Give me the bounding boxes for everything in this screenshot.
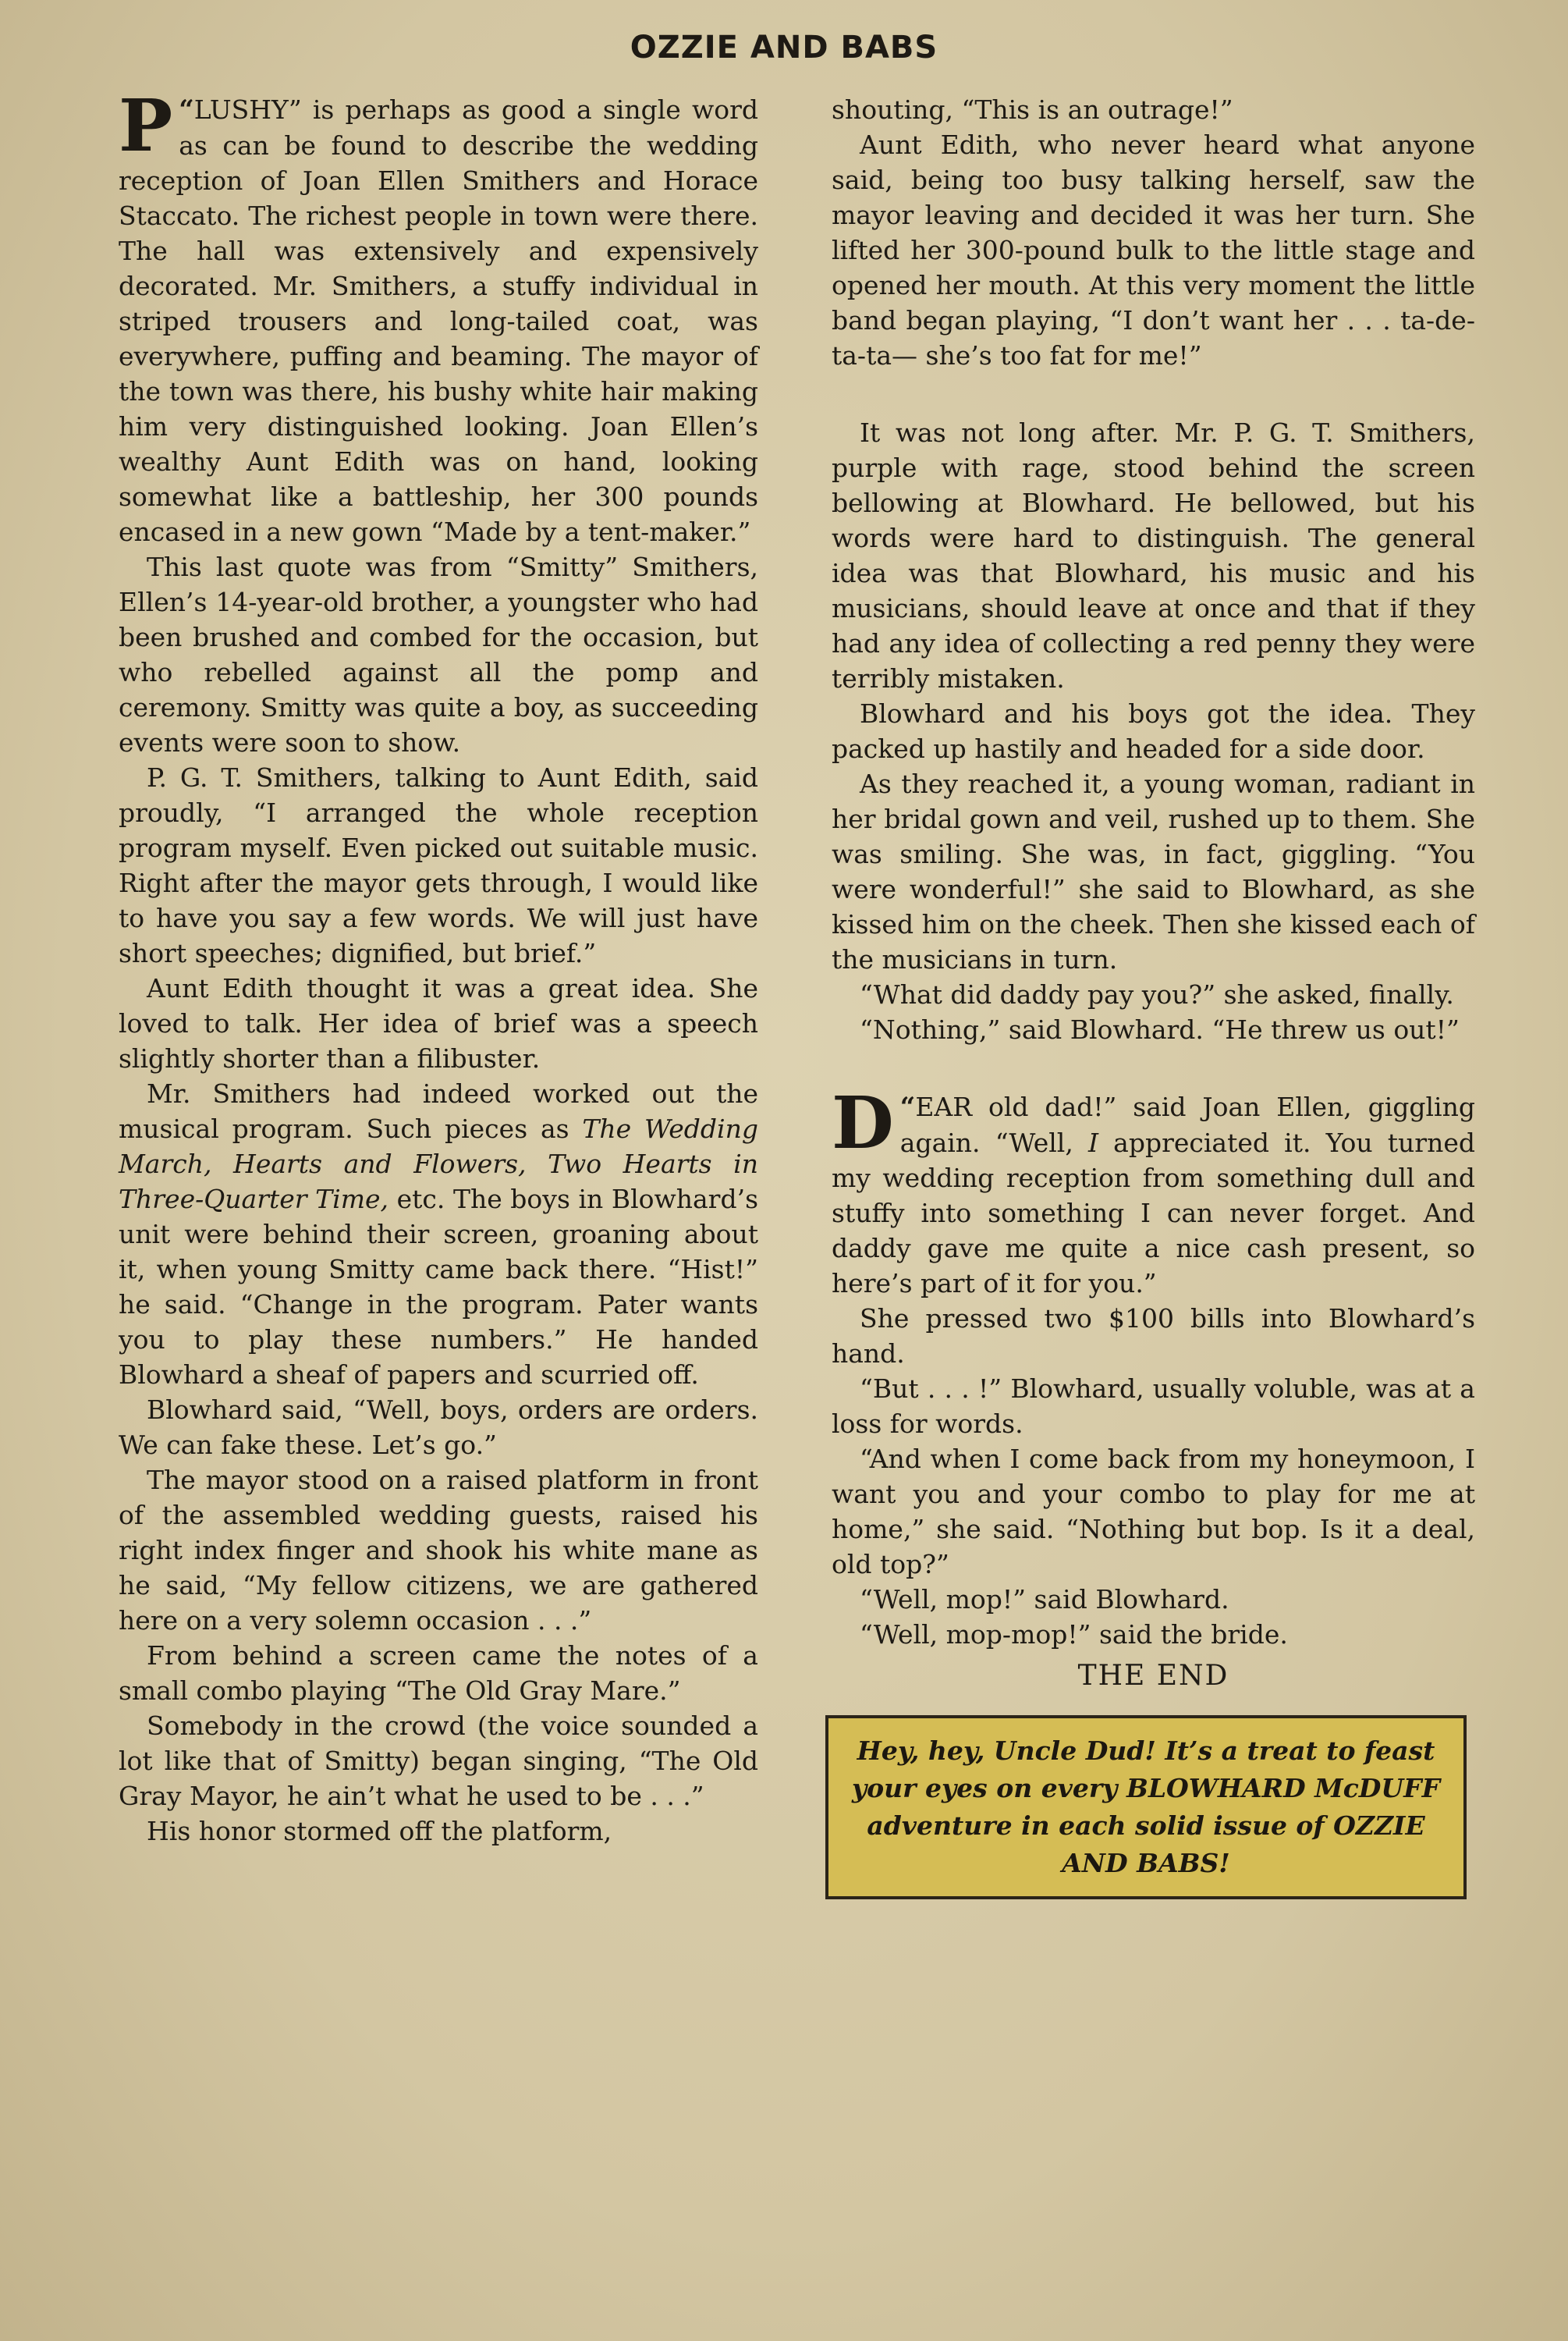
story-paragraph bbox=[119, 83, 758, 549]
story-paragraph bbox=[119, 1076, 758, 1392]
story-paragraph: It was not long after. Mr. P. G. T. Smithers, purple with rage, stood behind the screen bellowing at Blowhard. He bellowed, but his words were hard to distinguish. The general idea was that Blowhard, his music and his musicians, should leave at once and that if they had any idea of collecting a red penny they were terribly mistaken. bbox=[832, 417, 1475, 694]
story-paragraph: Blowhard and his boys got the idea. They packed up hastily and headed for a side door. bbox=[832, 698, 1475, 764]
right-column bbox=[832, 92, 1475, 1899]
paragraph-text: EAR old dad!” said Joan Ellen, giggling again. “Well, bbox=[899, 1092, 1475, 1158]
song-titles: The Wedding March, Hearts and Flowers, Two Hearts in Three-Quarter Time, bbox=[119, 1114, 758, 1214]
the-end-label: THE END bbox=[1077, 1660, 1229, 1692]
promo-text: Hey, hey, Uncle Dud! It’s a treat to feast your eyes on every BLOWHARD McDUFF adventure in each solid issue of OZZIE AND BABS! bbox=[851, 1735, 1441, 1878]
section-break bbox=[832, 1047, 1475, 1089]
story-paragraph: shouting, “This is an outrage!” bbox=[832, 94, 1233, 125]
drop-cap: D bbox=[832, 1081, 894, 1165]
story-paragraph: Blowhard said, “Well, boys, orders are orders. We can fake these. Let’s go.” bbox=[119, 1394, 758, 1460]
paragraph-text: LUSHY” is perhaps as good a single word as can be found to describe the wedding reception of Joan Ellen Smithers and Horace Staccato. The richest people in town were there. The hall was extensively and expensively decorated. Mr. Smithers, a stuffy individual in striped trousers and long-tailed coat, was everywhere, puffing and beaming. The mayor of the town was there, his bushy white hair making him very distinguished looking. Joan Ellen’s wealthy Aunt Edith was on hand, looking somewhat like a battleship, her 300 pounds encased in a new gown “Made by a tent-maker.” bbox=[119, 94, 758, 547]
story-paragraph: “What did daddy pay you?” she asked, finally. bbox=[860, 979, 1454, 1010]
story-paragraph: From behind a screen came the notes of a small combo playing “The Old Gray Mare.” bbox=[119, 1640, 758, 1706]
story-paragraph: “Well, mop!” said Blowhard. bbox=[860, 1584, 1229, 1615]
story-paragraph: As they reached it, a young woman, radiant in her bridal gown and veil, rushed up to them. She was smiling. She was, in fact, giggling. “You were wonderful!” she said to Blowhard, as she kissed him on the cheek. Then she kissed each of the musicians in turn. bbox=[832, 769, 1475, 975]
section-break bbox=[832, 373, 1475, 415]
story-paragraph: Aunt Edith, who never heard what anyone said, being too busy talking herself, saw the mayor leaving and decided it was her turn. She lifted her 300-pound bulk to the little stage and opened her mouth. At this very moment the little band began playing, “I don’t want her . . . ta-de-ta-ta— she’s too fat for me!” bbox=[832, 130, 1475, 371]
drop-cap: P bbox=[119, 83, 173, 168]
story-paragraph: “And when I come back from my honeymoon, I want you and your combo to play for me at home,” she said. “Nothing but bop. Is it a deal, old top?” bbox=[832, 1444, 1475, 1579]
story-paragraph: This last quote was from “Smitty” Smithers, Ellen’s 14-year-old brother, a youngster who had been brushed and combed for the occasion, but who rebelled against all the pomp and ceremony. Smitty was quite a boy, as succeeding events were soon to show. bbox=[119, 552, 758, 758]
story-paragraph: “But . . . !” Blowhard, usually voluble, was at a loss for words. bbox=[832, 1373, 1475, 1439]
story-paragraph: She pressed two $100 bills into Blowhard’s hand. bbox=[832, 1303, 1475, 1369]
story-paragraph bbox=[832, 1081, 1475, 1301]
story-paragraph: P. G. T. Smithers, talking to Aunt Edith, said proudly, “I arranged the whole reception program myself. Even picked out suitable music. Right after the mayor gets through, I would like to have you say a few words. We will just have short speeches; dignified, but brief.” bbox=[119, 762, 758, 968]
paragraph-text: Mr. Smithers had indeed worked out the musical program. Such pieces as bbox=[119, 1078, 758, 1144]
promo-box bbox=[825, 1715, 1467, 1899]
page-title: OZZIE AND BABS bbox=[630, 30, 938, 66]
paragraph-text: appreciated it. You turned my wedding reception from something dull and stuffy into something I can never forget. And daddy gave me quite a nice cash present, so here’s part of it for you.” bbox=[832, 1128, 1475, 1298]
story-paragraph: The mayor stood on a raised platform in front of the assembled wedding guests, raised his right index finger and shook his white mane as he said, “My fellow citizens, we are gathered here on a very solemn occasion . . .” bbox=[119, 1465, 758, 1636]
opening-quote: “ bbox=[899, 1092, 916, 1123]
opening-quote: “ bbox=[179, 94, 194, 126]
story-paragraph: Somebody in the crowd (the voice sounded a lot like that of Smitty) began singing, “The Old Gray Mayor, he ain’t what he used to be . . .” bbox=[119, 1710, 758, 1811]
story-paragraph: Aunt Edith thought it was a great idea. She loved to talk. Her idea of brief was a speech slightly shorter than a filibuster. bbox=[119, 973, 758, 1074]
emphasis-text: I bbox=[1087, 1128, 1099, 1158]
story-paragraph: “Well, mop-mop!” said the bride. bbox=[860, 1619, 1288, 1650]
story-paragraph: His honor stormed off the platform, bbox=[147, 1816, 612, 1846]
story-paragraph: “Nothing,” said Blowhard. “He threw us out!” bbox=[860, 1014, 1460, 1045]
paragraph-text: etc. The boys in Blowhard’s unit were behind their screen, groaning about it, when young Smitty came back there. “Hist!” he said. “Change in the program. Pater wants you to play these numbers.” He handed Blowhard a sheaf of papers and scurried off. bbox=[119, 1184, 759, 1390]
left-column bbox=[119, 83, 759, 1849]
